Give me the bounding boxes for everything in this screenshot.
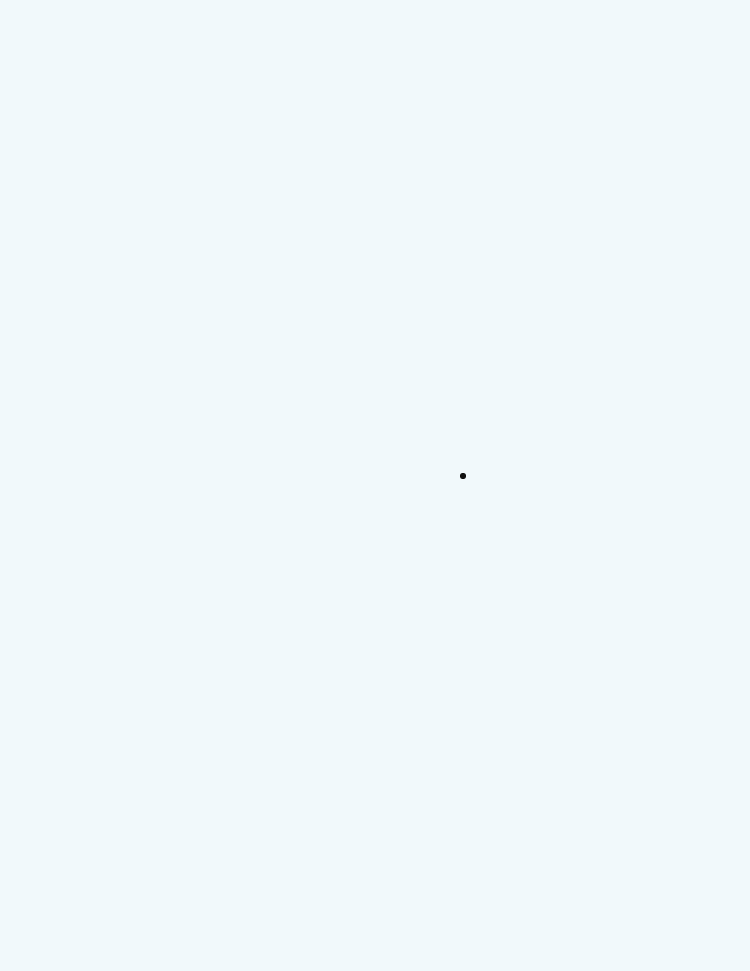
back-to-school-graphic xyxy=(395,733,695,845)
optional-items xyxy=(436,458,736,459)
pencil-border-graphic xyxy=(0,840,750,971)
